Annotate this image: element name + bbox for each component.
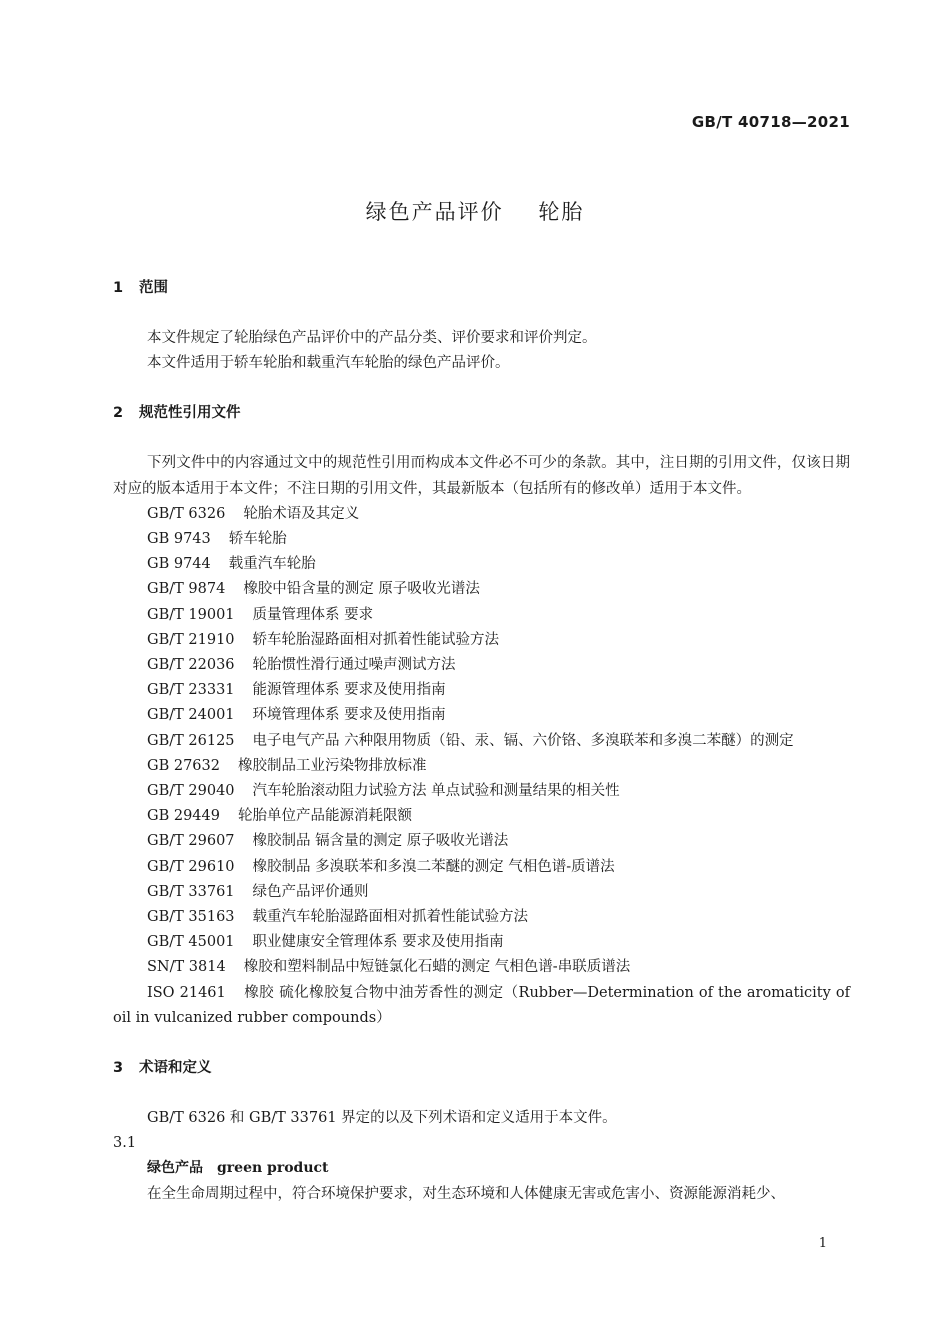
- reference-title: 环境管理体系 要求及使用指南: [252, 707, 446, 724]
- reference-item: [113, 955, 850, 980]
- term-zh: 绿色产品: [147, 1160, 203, 1177]
- document-code: GB/T 40718—2021: [691, 113, 850, 131]
- reference-code: GB/T 6326: [147, 505, 226, 522]
- reference-title: 质量管理体系 要求: [252, 606, 374, 623]
- section-1-heading: [113, 276, 850, 301]
- reference-item: [113, 502, 850, 527]
- section-number: 1: [113, 280, 124, 296]
- reference-code: SN/T 3814: [147, 959, 226, 976]
- reference-item: [113, 653, 850, 678]
- reference-item: [113, 703, 850, 728]
- section-2-heading: [113, 401, 850, 426]
- reference-item: [113, 603, 850, 628]
- reference-title: 汽车轮胎滚动阻力试验方法 单点试验和测量结果的相关性: [252, 783, 620, 800]
- term-en: green product: [217, 1160, 329, 1177]
- reference-title: 橡胶 硫化橡胶复合物中油芳香性的测定（Rubber—Determination of the aromaticity of oil in vulcanized rubber compounds）: [113, 984, 850, 1026]
- term-heading: [113, 1156, 850, 1181]
- scope-paragraph: 本文件适用于轿车轮胎和载重汽车轮胎的绿色产品评价。: [147, 355, 510, 372]
- reference-title: 轮胎惯性滑行通过噪声测试方法: [252, 657, 456, 674]
- reference-item: [113, 905, 850, 930]
- reference-code: ISO 21461: [147, 984, 226, 1001]
- term-definition: 在全生命周期过程中，符合环境保护要求，对生态环境和人体健康无害或危害小、资源能源消耗少、: [147, 1185, 785, 1202]
- reference-title: 橡胶制品工业污染物排放标准: [237, 757, 427, 774]
- reference-code: GB/T 29607: [147, 833, 235, 850]
- reference-code: GB/T 29040: [147, 783, 235, 800]
- reference-title: 电子电气产品 六种限用物质（铅、汞、镉、六价铬、多溴联苯和多溴二苯醚）的测定: [252, 732, 794, 749]
- reference-code: GB/T 23331: [147, 682, 235, 699]
- section-title: 术语和定义: [139, 1060, 212, 1077]
- section-title: 规范性引用文件: [139, 405, 241, 422]
- reference-code: GB/T 35163: [147, 909, 235, 926]
- reference-code: GB/T 45001: [147, 934, 235, 951]
- reference-item: [113, 855, 850, 880]
- reference-code: GB 9744: [147, 556, 211, 573]
- reference-code: GB 27632: [147, 757, 220, 774]
- reference-item: [113, 754, 850, 779]
- section-title: 范围: [139, 280, 168, 296]
- reference-title: 载重汽车轮胎: [228, 556, 316, 573]
- reference-title: 载重汽车轮胎湿路面相对抓着性能试验方法: [252, 909, 529, 926]
- reference-item: [113, 729, 850, 754]
- reference-code: GB/T 24001: [147, 707, 235, 724]
- reference-item: [113, 527, 850, 552]
- scope-paragraph: 本文件规定了轮胎绿色产品评价中的产品分类、评价要求和评价判定。: [147, 330, 597, 346]
- reference-title: 橡胶中铅含量的测定 原子吸收光谱法: [243, 581, 480, 598]
- page-number: 1: [818, 1236, 827, 1251]
- reference-item: [113, 552, 850, 577]
- reference-code: GB/T 29610: [147, 858, 235, 875]
- reference-code: GB/T 22036: [147, 657, 235, 674]
- reference-code: GB/T 9874: [147, 581, 226, 598]
- reference-title: 职业健康安全管理体系 要求及使用指南: [252, 934, 504, 951]
- reference-item: [113, 678, 850, 703]
- reference-item: [113, 981, 850, 1031]
- reference-title: 橡胶和塑料制品中短链氯化石蜡的测定 气相色谱-串联质谱法: [243, 959, 631, 976]
- reference-code: GB 29449: [147, 808, 220, 825]
- document-body: [113, 276, 850, 1207]
- reference-code: GB/T 26125: [147, 732, 235, 749]
- section-number: 2: [113, 405, 124, 422]
- document-title: 绿色产品评价 轮胎: [365, 200, 585, 224]
- section-number: 3: [113, 1060, 124, 1077]
- reference-title: 轮胎单位产品能源消耗限额: [237, 808, 412, 825]
- reference-title: 轿车轮胎: [228, 531, 287, 548]
- reference-item: [113, 930, 850, 955]
- term-number: 3.1: [113, 1135, 137, 1152]
- reference-code: GB 9743: [147, 531, 211, 548]
- terms-intro: GB/T 6326 和 GB/T 33761 界定的以及下列术语和定义适用于本文件。: [147, 1110, 617, 1127]
- reference-code: GB/T 33761: [147, 883, 235, 900]
- reference-item: [113, 829, 850, 854]
- reference-item: [113, 577, 850, 602]
- reference-title: 轿车轮胎湿路面相对抓着性能试验方法: [252, 631, 500, 648]
- reference-title: 橡胶制品 多溴联苯和多溴二苯醚的测定 气相色谱-质谱法: [252, 858, 615, 875]
- section-3-heading: [113, 1056, 850, 1081]
- reference-title: 能源管理体系 要求及使用指南: [252, 682, 446, 699]
- reference-item: [113, 880, 850, 905]
- reference-item: [113, 779, 850, 804]
- reference-list: [113, 502, 850, 1031]
- reference-item: [113, 804, 850, 829]
- references-intro: 下列文件中的内容通过文中的规范性引用而构成本文件必不可少的条款。其中，注日期的引用文件，仅该日期对应的版本适用于本文件；不注日期的引用文件，其最新版本（包括所有的修改单）适用于本文件。: [113, 455, 850, 497]
- reference-code: GB/T 19001: [147, 606, 235, 623]
- reference-title: 轮胎术语及其定义: [243, 505, 360, 522]
- reference-item: [113, 628, 850, 653]
- reference-title: 绿色产品评价通则: [252, 883, 369, 900]
- reference-code: GB/T 21910: [147, 631, 235, 648]
- reference-title: 橡胶制品 镉含量的测定 原子吸收光谱法: [252, 833, 509, 850]
